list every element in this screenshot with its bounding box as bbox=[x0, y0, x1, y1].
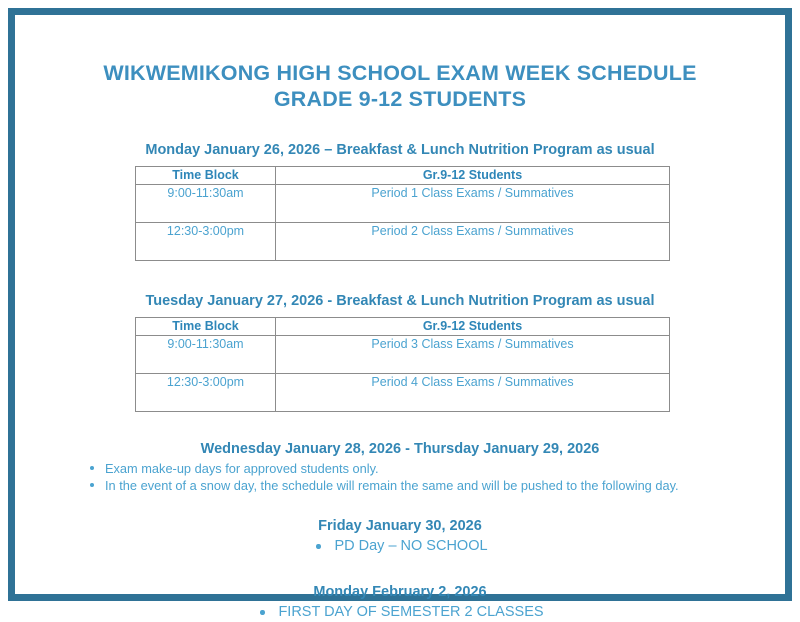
table-header-row bbox=[136, 318, 670, 336]
list-item bbox=[312, 536, 487, 556]
page-title-line-2: GRADE 9-12 STUDENTS bbox=[273, 87, 527, 111]
column-header-students: Gr.9-12 Students bbox=[276, 318, 670, 336]
heading-monday-jan-26: Monday January 26, 2026 – Breakfast & Lunch Nutrition Program as usual bbox=[145, 142, 655, 158]
wednesday-thursday-bullet-list bbox=[87, 460, 785, 494]
friday-bullet-list bbox=[15, 536, 785, 556]
schedule-table-monday-wrap bbox=[15, 159, 785, 261]
section-friday-jan-30 bbox=[15, 494, 785, 556]
column-header-students: Gr.9-12 Students bbox=[276, 167, 670, 185]
heading-friday-jan-30: Friday January 30, 2026 bbox=[318, 518, 482, 534]
schedule-table-tuesday bbox=[135, 317, 670, 412]
bullet-dot-icon bbox=[316, 544, 321, 549]
heading-monday-feb-2: Monday February 2, 2026 bbox=[313, 584, 487, 600]
heading-tuesday-jan-27: Tuesday January 27, 2026 - Breakfast & Lunch Nutrition Program as usual bbox=[145, 293, 655, 309]
column-header-time-block: Time Block bbox=[136, 167, 276, 185]
table-row bbox=[136, 223, 670, 261]
cell-students: Period 4 Class Exams / Summatives bbox=[276, 374, 670, 412]
schedule-table-monday bbox=[135, 166, 670, 261]
list-item-label: FIRST DAY OF SEMESTER 2 CLASSES bbox=[278, 604, 544, 620]
cell-time-block: 12:30-3:00pm bbox=[136, 223, 276, 261]
list-item-label: PD Day – NO SCHOOL bbox=[334, 538, 488, 554]
cell-students: Period 2 Class Exams / Summatives bbox=[276, 223, 670, 261]
wednesday-thursday-notes bbox=[15, 460, 785, 494]
bullet-dot-icon bbox=[90, 466, 94, 470]
cell-time-block: 12:30-3:00pm bbox=[136, 374, 276, 412]
cell-students: Period 1 Class Exams / Summatives bbox=[276, 185, 670, 223]
column-header-time-block: Time Block bbox=[136, 318, 276, 336]
page-title bbox=[15, 15, 785, 112]
list-item-label: In the event of a snow day, the schedule will remain the same and will be pushed to the following day. bbox=[105, 478, 679, 493]
monday-feb-bullet-list bbox=[15, 602, 785, 622]
section-tuesday-jan-27 bbox=[15, 261, 785, 412]
page-title-line-1: WIKWEMIKONG HIGH SCHOOL EXAM WEEK SCHEDULE bbox=[103, 61, 697, 85]
cell-time-block: 9:00-11:30am bbox=[136, 336, 276, 374]
section-monday-jan-26 bbox=[15, 112, 785, 261]
table-row bbox=[136, 374, 670, 412]
schedule-table-tuesday-wrap bbox=[15, 310, 785, 412]
list-item bbox=[87, 460, 785, 477]
bullet-dot-icon bbox=[90, 483, 94, 487]
section-monday-feb-2 bbox=[15, 556, 785, 622]
cell-students: Period 3 Class Exams / Summatives bbox=[276, 336, 670, 374]
section-wednesday-thursday bbox=[15, 412, 785, 494]
bullet-dot-icon bbox=[260, 610, 265, 615]
document-border-frame bbox=[8, 8, 792, 620]
heading-wednesday-thursday: Wednesday January 28, 2026 - Thursday January 29, 2026 bbox=[200, 441, 600, 457]
table-row bbox=[136, 336, 670, 374]
document-body bbox=[15, 15, 785, 620]
list-item-label: Exam make-up days for approved students only. bbox=[105, 461, 379, 476]
list-item bbox=[87, 477, 785, 494]
table-row bbox=[136, 185, 670, 223]
table-header-row bbox=[136, 167, 670, 185]
list-item bbox=[256, 602, 543, 622]
cell-time-block: 9:00-11:30am bbox=[136, 185, 276, 223]
